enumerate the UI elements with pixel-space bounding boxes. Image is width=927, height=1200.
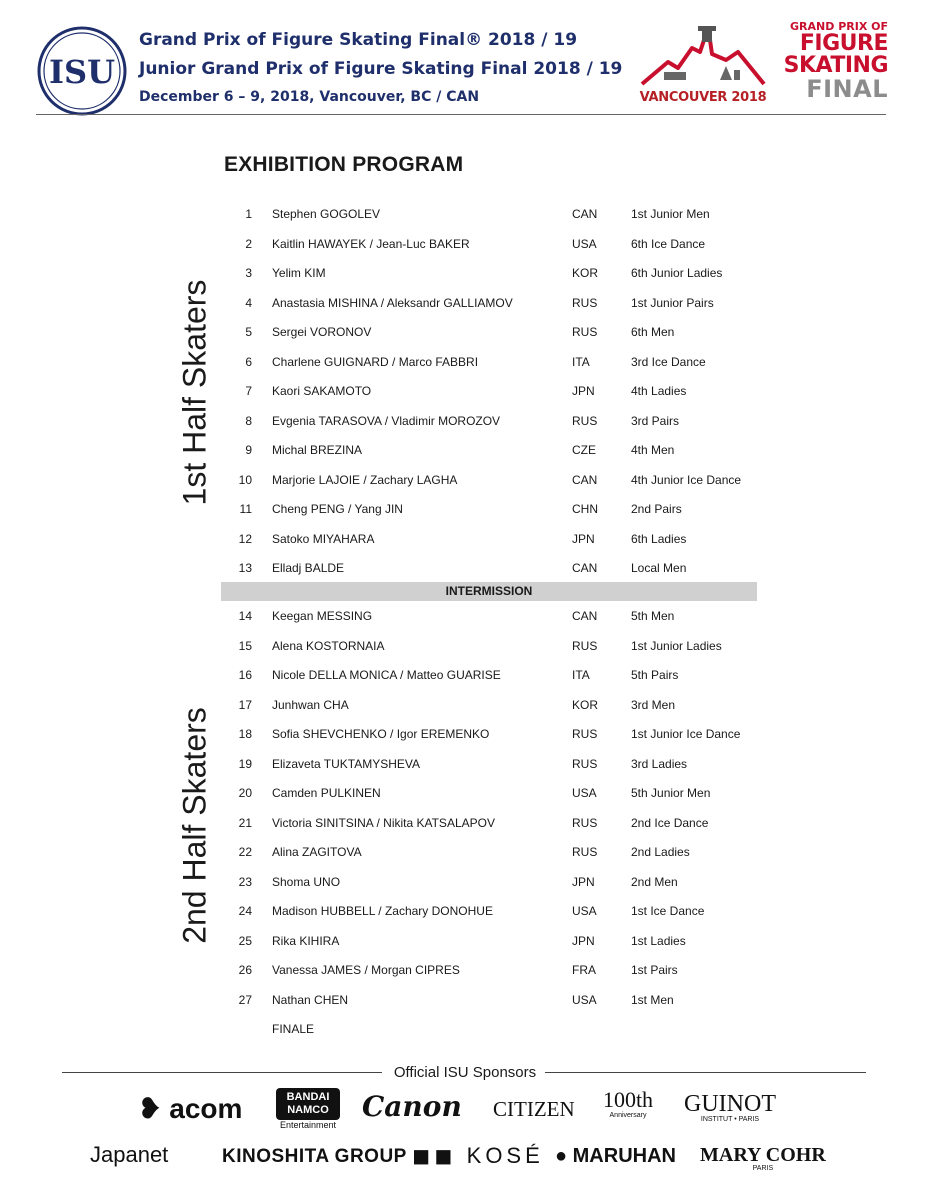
skater-number: 17	[238, 697, 252, 712]
skater-nation: JPN	[572, 384, 595, 398]
skater-category: 4th Ladies	[631, 384, 687, 398]
skater-nation: JPN	[572, 531, 595, 546]
svg-text:ISU: ISU	[49, 53, 115, 91]
skater-nation: USA	[572, 786, 597, 800]
skater-name: Sofia SHEVCHENKO / Igor EREMENKO	[272, 727, 490, 741]
skater-category: 2nd Men	[631, 874, 678, 889]
skater-category: 1st Junior Pairs	[631, 295, 714, 310]
sponsor-rule-right	[545, 1072, 866, 1073]
skater-name: Evgenia TARASOVA / Vladimir MOROZOV	[272, 413, 501, 428]
skater-category: 1st Junior Ladies	[631, 638, 722, 653]
skater-nation: RUS	[572, 325, 598, 339]
skater-category: 5th Men	[631, 609, 675, 623]
sponsor-bandai-namco: BANDAI NAMCO Entertainment	[276, 1088, 340, 1130]
skater-nation: CAN	[572, 472, 598, 487]
maruhan-icon: ●	[555, 1145, 573, 1167]
skater-nation: CHN	[572, 502, 598, 516]
skater-nation: JPN	[572, 874, 595, 889]
skater-number: 22	[238, 845, 252, 859]
skater-nation: ITA	[572, 668, 590, 682]
table-row	[222, 1018, 757, 1040]
skater-number: 12	[238, 531, 252, 546]
acom-icon: ❥	[138, 1093, 170, 1124]
skater-number: 4	[245, 295, 252, 310]
skater-nation: ITA	[572, 354, 590, 369]
skater-name: Alena KOSTORNAIA	[272, 638, 385, 653]
skater-number: 20	[238, 786, 252, 800]
skater-name: Vanessa JAMES / Morgan CIPRES	[272, 963, 460, 977]
skater-category: 6th Junior Ladies	[631, 266, 723, 280]
table-row	[222, 753, 757, 775]
event-date-location: December 6 – 9, 2018, Vancouver, BC / CAN	[139, 89, 480, 105]
skater-number: 8	[245, 413, 252, 428]
skater-number: 13	[238, 561, 252, 575]
sponsor-acom: ❥ acom	[138, 1093, 243, 1124]
sponsors-title: Official ISU Sponsors	[393, 1064, 537, 1081]
sponsor-kose: ◼◼ KOSÉ	[412, 1143, 544, 1168]
skater-nation: CZE	[572, 443, 596, 457]
table-row	[222, 635, 757, 657]
skater-category: 5th Pairs	[631, 668, 679, 682]
skater-name: Sergei VORONOV	[272, 325, 372, 339]
skater-number: 25	[238, 933, 252, 948]
skater-name: Elizaveta TUKTAMYSHEVA	[272, 756, 421, 771]
skater-category: 3rd Ladies	[631, 756, 688, 771]
skater-number: 14	[238, 609, 252, 623]
skater-number: 10	[238, 472, 252, 487]
gp-final-logo	[778, 20, 888, 101]
skater-number: 26	[238, 963, 252, 977]
sponsor-maruhan: ● MARUHAN	[555, 1145, 676, 1167]
table-row	[222, 723, 757, 745]
skater-name: FINALE	[272, 1022, 315, 1036]
kose-icon: ◼◼	[412, 1143, 467, 1168]
table-row	[222, 410, 757, 432]
table-row	[222, 841, 757, 863]
skater-number: 11	[239, 502, 252, 516]
skater-nation: FRA	[572, 963, 596, 977]
skater-name: Anastasia MISHINA / Aleksandr GALLIAMOV	[272, 295, 513, 310]
skater-number: 6	[245, 354, 252, 369]
table-row	[222, 871, 757, 893]
table-row	[222, 930, 757, 952]
table-row	[222, 782, 757, 804]
skater-name: Rika KIHIRA	[272, 933, 340, 948]
skater-nation: RUS	[572, 413, 598, 428]
second-half-label: 2nd Half Skaters	[176, 707, 213, 944]
table-row	[222, 292, 757, 314]
skater-category: 4th Men	[631, 443, 675, 457]
skater-nation: JPN	[572, 933, 595, 948]
table-row	[222, 528, 757, 550]
skater-number: 19	[238, 756, 252, 771]
table-row	[222, 351, 757, 373]
skater-category: 4th Junior Ice Dance	[631, 472, 742, 487]
table-row	[222, 380, 757, 402]
table-row	[222, 557, 757, 579]
gp-logo-small: GRAND PRIX OF	[790, 20, 888, 33]
skater-name: Camden PULKINEN	[272, 786, 381, 800]
skater-name: Cheng PENG / Yang JIN	[272, 502, 403, 516]
skater-nation: USA	[572, 236, 597, 251]
city-logo-label: VANCOUVER 2018	[639, 90, 767, 105]
skater-category: 2nd Ladies	[631, 845, 690, 859]
table-row	[222, 989, 757, 1011]
page-title: EXHIBITION PROGRAM	[224, 153, 464, 176]
table-row	[222, 498, 757, 520]
skater-nation: RUS	[572, 756, 598, 771]
gp-logo-final: FINAL	[806, 75, 888, 103]
skater-number: 27	[238, 992, 252, 1007]
skater-name: Charlene GUIGNARD / Marco FABBRI	[272, 354, 479, 369]
skater-name: Kaitlin HAWAYEK / Jean-Luc BAKER	[272, 236, 470, 251]
sponsor-citizen-100th: 100th Anniversary	[602, 1087, 654, 1119]
skater-nation: KOR	[572, 697, 599, 712]
skater-name: Victoria SINITSINA / Nikita KATSALAPOV	[272, 815, 495, 830]
header-text	[139, 30, 622, 106]
table-row	[222, 203, 757, 225]
skater-category: 2nd Ice Dance	[631, 815, 709, 830]
skater-category: Local Men	[631, 561, 687, 575]
skater-nation: RUS	[572, 295, 598, 310]
skater-nation: KOR	[572, 266, 599, 280]
skater-category: 6th Ice Dance	[631, 236, 706, 251]
sponsor-guinot: GUINOT INSTITUT • PARIS	[684, 1091, 776, 1123]
skater-category: 3rd Men	[631, 697, 676, 712]
table-row	[222, 694, 757, 716]
table-row	[222, 664, 757, 686]
skater-name: Michal BREZINA	[272, 443, 363, 457]
intermission-bar: INTERMISSION	[221, 582, 757, 601]
table-row	[222, 812, 757, 834]
junior-event-title: Junior Grand Prix of Figure Skating Final 2018 / 19	[139, 59, 623, 79]
skater-category: 3rd Pairs	[631, 413, 680, 428]
skater-number: 7	[245, 384, 252, 398]
table-row	[222, 959, 757, 981]
skater-number: 24	[238, 904, 252, 918]
skater-name: Kaori SAKAMOTO	[272, 384, 372, 398]
sponsor-rule-left	[62, 1072, 382, 1073]
skater-name: Nathan CHEN	[272, 992, 349, 1007]
table-row	[222, 439, 757, 461]
skater-category: 3rd Ice Dance	[631, 354, 706, 369]
skater-name: Marjorie LAJOIE / Zachary LAGHA	[272, 472, 458, 487]
skater-name: Keegan MESSING	[272, 609, 373, 623]
skater-number: 9	[245, 443, 252, 457]
first-half-label: 1st Half Skaters	[176, 279, 213, 506]
skater-category: 1st Ladies	[631, 933, 686, 948]
skater-category: 1st Junior Men	[631, 207, 710, 221]
sponsor-canon: Canon	[362, 1090, 462, 1123]
skater-nation: CAN	[572, 561, 598, 575]
skater-name: Stephen GOGOLEV	[272, 207, 381, 221]
gp-logo-skating: SKATING	[783, 53, 888, 78]
skater-category: 1st Men	[631, 992, 674, 1007]
sponsor-japanet: Japanet	[90, 1142, 169, 1167]
skater-category: 6th Ladies	[631, 531, 687, 546]
table-row	[222, 233, 757, 255]
sponsor-kinoshita-group: KINOSHITA GROUP	[222, 1146, 407, 1167]
sponsor-citizen: CITIZEN	[493, 1097, 575, 1121]
skater-category: 6th Men	[631, 325, 675, 339]
skater-nation: USA	[572, 904, 597, 918]
skater-number: 5	[245, 325, 252, 339]
table-row	[222, 262, 757, 284]
table-row	[222, 469, 757, 491]
sponsor-mary-cohr: MARY COHR PARIS	[700, 1144, 826, 1172]
skater-nation: RUS	[572, 845, 598, 859]
skater-name: Nicole DELLA MONICA / Matteo GUARISE	[272, 668, 501, 682]
skater-category: 5th Junior Men	[631, 786, 711, 800]
skater-nation: USA	[572, 992, 597, 1007]
skater-nation: RUS	[572, 727, 598, 741]
skater-number: 18	[238, 727, 252, 741]
skater-nation: RUS	[572, 638, 598, 653]
table-row	[222, 321, 757, 343]
skater-number: 3	[245, 266, 252, 280]
gp-logo-figure: FIGURE	[799, 31, 888, 56]
skater-name: Satoko MIYAHARA	[272, 531, 375, 546]
skater-nation: CAN	[572, 609, 598, 623]
skater-nation: RUS	[572, 815, 598, 830]
table-row	[222, 605, 757, 627]
skater-number: 16	[238, 668, 252, 682]
skater-number: 15	[238, 638, 252, 653]
event-title: Grand Prix of Figure Skating Final® 2018 / 19	[139, 30, 578, 50]
skater-category: 1st Pairs	[631, 963, 678, 977]
skater-name: Elladj BALDE	[272, 561, 345, 575]
skater-name: Shoma UNO	[272, 874, 341, 889]
skater-name: Junhwan CHA	[272, 697, 349, 712]
skater-number: 23	[238, 874, 252, 889]
skater-number: 1	[245, 207, 252, 221]
skater-nation: CAN	[572, 207, 598, 221]
skater-name: Madison HUBBELL / Zachary DONOHUE	[272, 904, 493, 918]
header-divider	[36, 114, 886, 115]
skater-category: 1st Junior Ice Dance	[631, 727, 741, 741]
skater-name: Alina ZAGITOVA	[272, 845, 362, 859]
skater-name: Yelim KIM	[272, 266, 326, 280]
skater-number: 21	[238, 815, 252, 830]
skater-category: 2nd Pairs	[631, 502, 682, 516]
skater-number: 2	[245, 236, 252, 251]
skater-category: 1st Ice Dance	[631, 904, 705, 918]
isu-logo	[36, 25, 128, 117]
table-row	[222, 900, 757, 922]
